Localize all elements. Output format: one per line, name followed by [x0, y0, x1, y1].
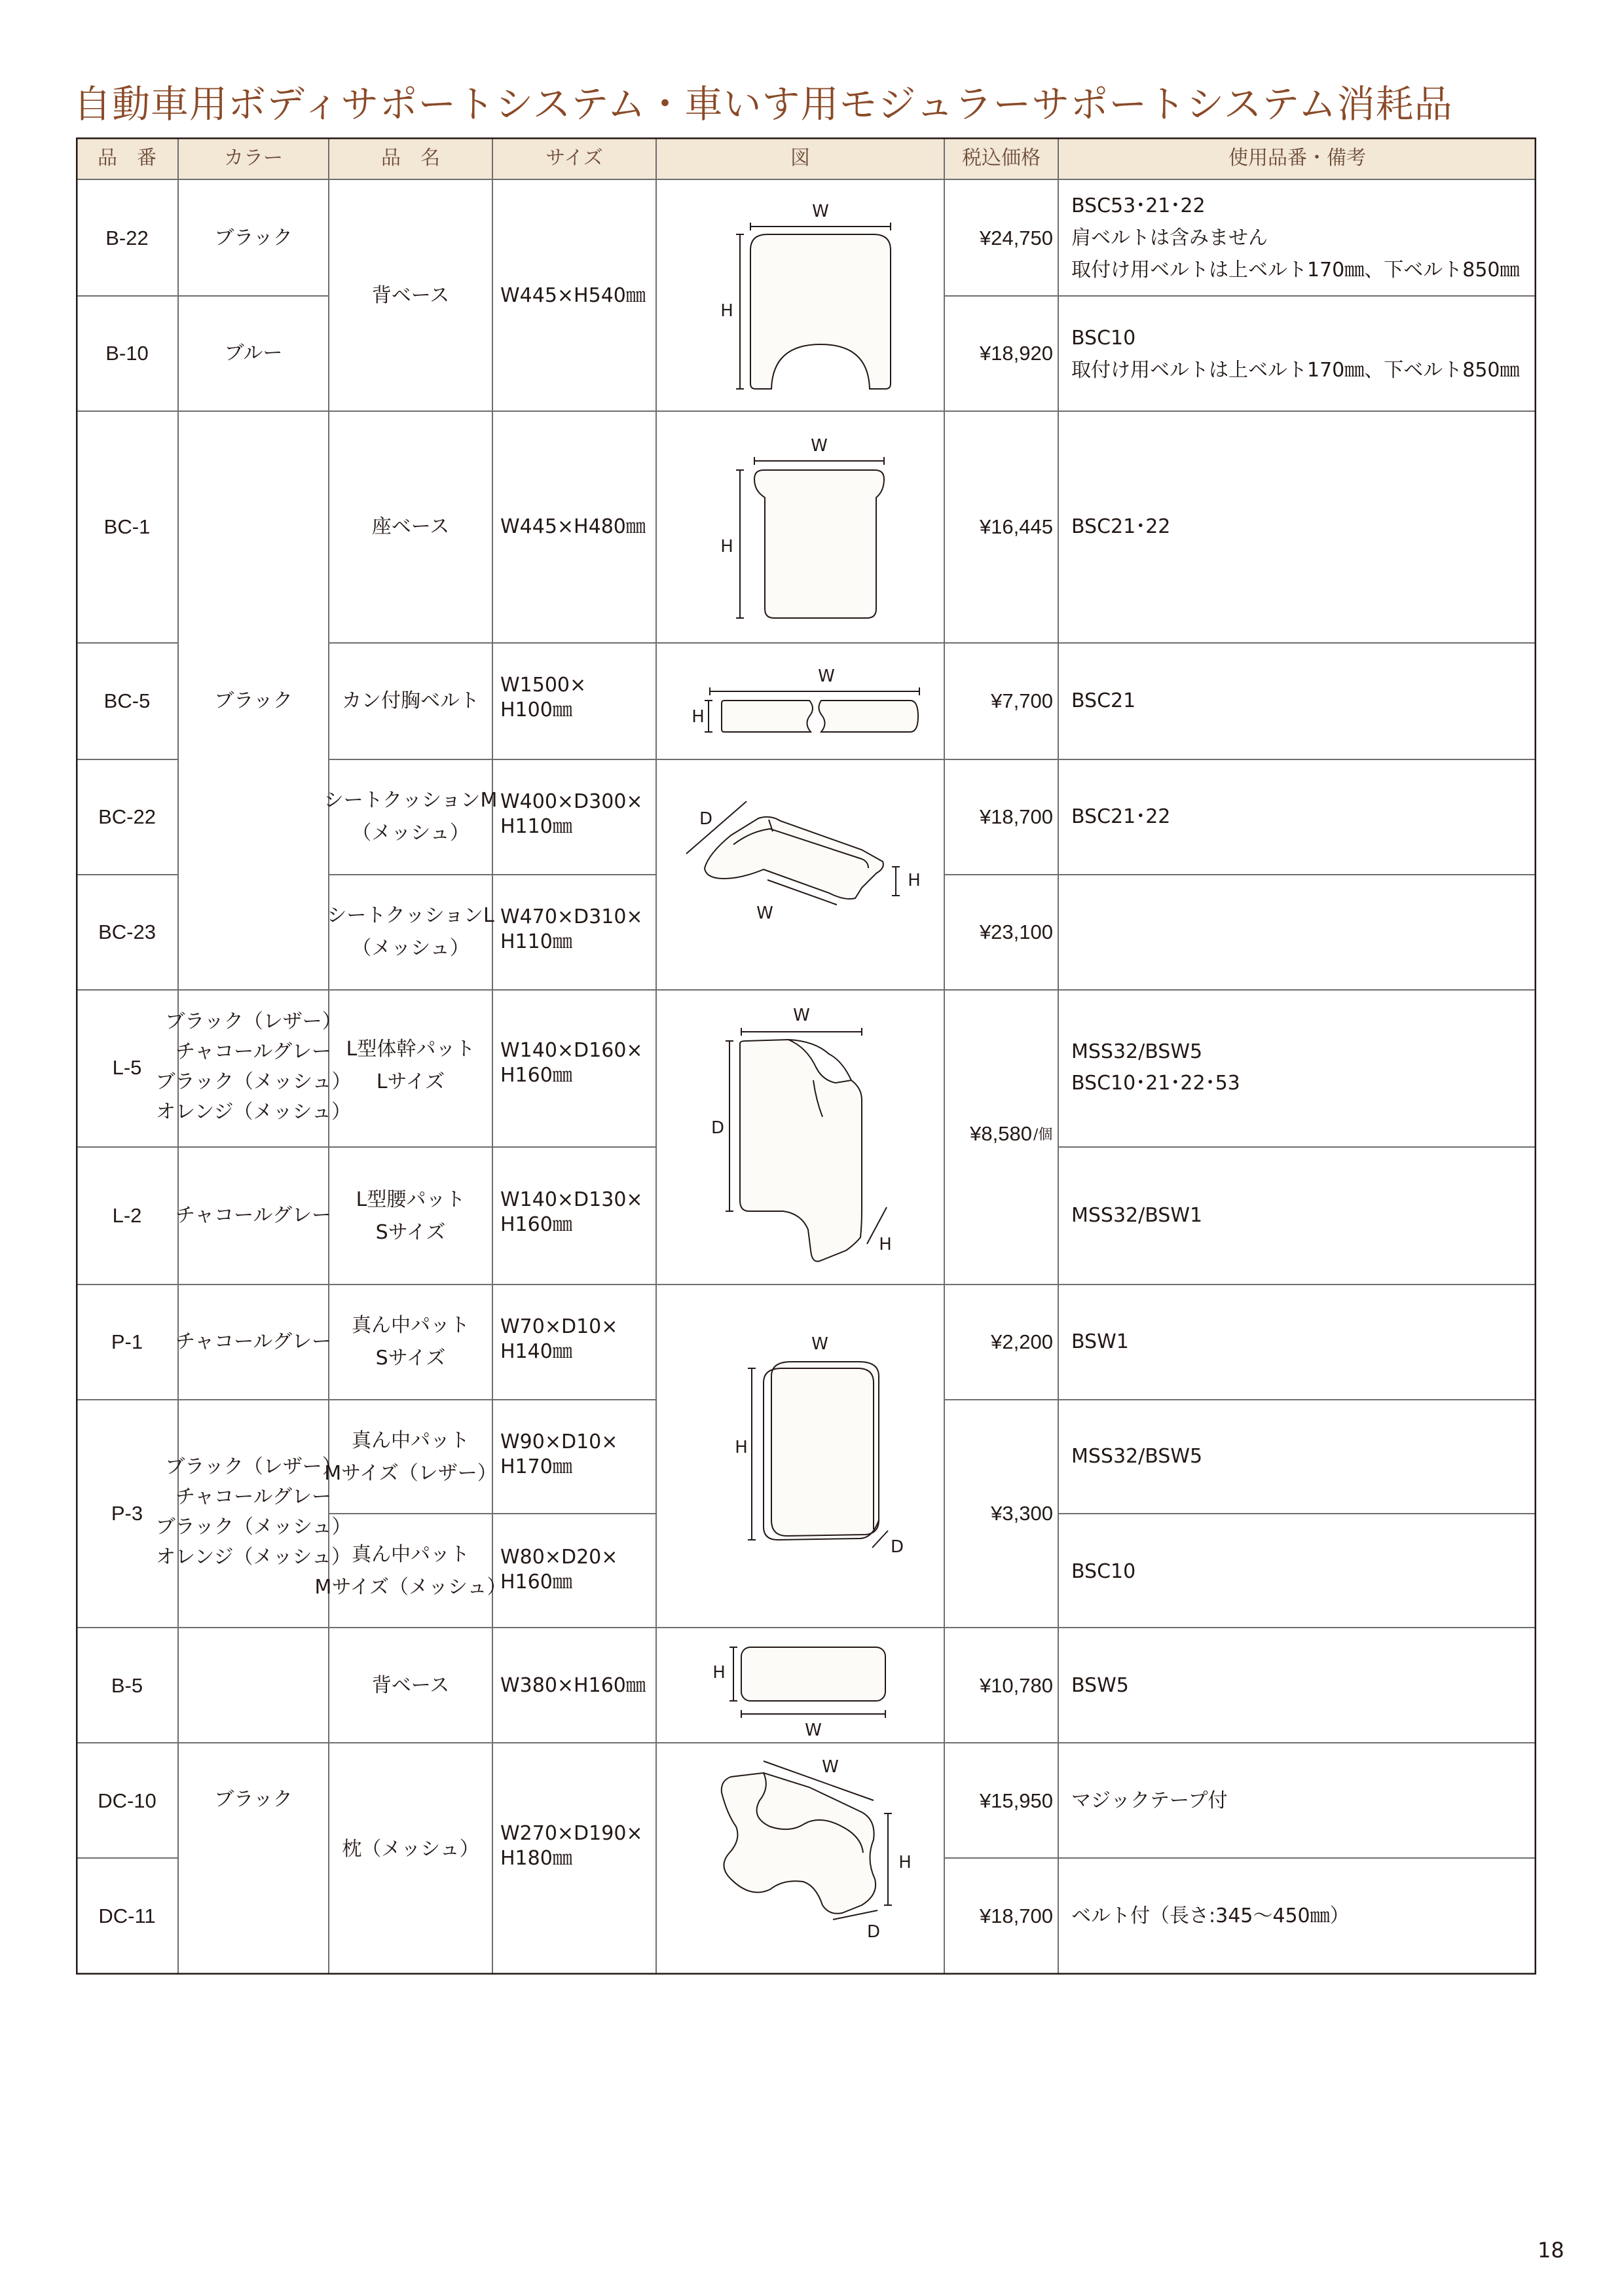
item-size: W1500×: [500, 674, 587, 697]
dim-label-w: W: [822, 1757, 839, 1777]
item-notes: BSC10･21･22･53: [1071, 1072, 1240, 1095]
item-color: チャコールグレー: [175, 1204, 331, 1227]
item-name: （メッシュ）: [352, 937, 470, 960]
dim-label-d: D: [699, 809, 713, 829]
item-color: チャコールグレー: [175, 1330, 331, 1353]
item-name: （メッシュ）: [352, 822, 470, 845]
item-notes: BSC21: [1071, 689, 1136, 712]
back-base-small-figure: [729, 1647, 885, 1718]
item-size: H160㎜: [500, 1571, 572, 1594]
dim-label-w: W: [811, 436, 828, 456]
center-pad-figure: [748, 1362, 888, 1548]
item-price: ¥3,300: [991, 1502, 1053, 1525]
l-pad-figure: [726, 1028, 887, 1262]
price-unit: /個: [1033, 1127, 1053, 1143]
item-name: 背ベース: [371, 284, 450, 307]
item-price: ¥18,700: [979, 1904, 1053, 1927]
seat-cushion-figure: [686, 801, 900, 905]
item-size: W90×D10×: [500, 1430, 618, 1453]
header-price: 税込価格: [962, 147, 1041, 170]
item-notes: BSC21･22: [1071, 515, 1171, 538]
item-color: ブラック（レザー）: [165, 1455, 342, 1478]
item-name: L型腰パット: [356, 1188, 466, 1211]
item-name: Lサイズ: [376, 1070, 445, 1093]
item-size: H160㎜: [500, 1064, 572, 1087]
dim-label-d: D: [710, 1118, 725, 1138]
header-notes: 使用品番・備考: [1228, 147, 1366, 170]
item-name: 座ベース: [371, 515, 450, 538]
item-notes: MSS32/BSW5: [1071, 1040, 1203, 1063]
item-code: B-22: [105, 227, 149, 249]
dim-label-h: H: [720, 301, 733, 321]
item-code: BC-5: [103, 689, 151, 712]
item-notes: BSW5: [1071, 1674, 1129, 1697]
back-base-figure: [736, 223, 891, 389]
item-name: カン付胸ベルト: [342, 689, 479, 712]
item-color: オレンジ（メッシュ）: [156, 1101, 351, 1123]
dim-label-h: H: [712, 1663, 726, 1683]
dim-label-w: W: [805, 1721, 822, 1740]
item-price: ¥8,580: [970, 1122, 1032, 1145]
item-size: W270×D190×: [500, 1822, 643, 1845]
item-size: H110㎜: [500, 930, 572, 953]
seat-base-figure: [736, 457, 884, 618]
item-price: ¥16,445: [979, 515, 1053, 538]
item-notes: BSC10: [1071, 1560, 1136, 1583]
item-price: ¥18,700: [979, 805, 1053, 828]
chest-belt-figure: [705, 687, 919, 732]
item-color: ブラック: [214, 689, 293, 712]
item-code: DC-11: [98, 1904, 156, 1927]
header-no: 品 番: [98, 147, 157, 170]
item-code: L-2: [112, 1204, 142, 1227]
item-code: BC-23: [98, 920, 156, 943]
item-color: オレンジ（メッシュ）: [156, 1546, 351, 1569]
item-size: H180㎜: [500, 1847, 572, 1870]
item-size: H160㎜: [500, 1213, 572, 1236]
item-color: ブラック（メッシュ）: [155, 1516, 352, 1539]
item-size: W80×D20×: [500, 1546, 618, 1569]
item-price: ¥15,950: [979, 1789, 1053, 1812]
item-notes: 肩ベルトは含みません: [1071, 227, 1268, 249]
item-code: B-10: [105, 342, 149, 365]
item-size: H100㎜: [500, 699, 572, 721]
item-name: シートクッションL: [327, 904, 494, 927]
item-name: L型体幹パット: [346, 1038, 475, 1061]
item-name: 真ん中パット: [352, 1314, 470, 1337]
item-color: ブラック: [214, 227, 293, 249]
dim-label-w: W: [756, 903, 773, 923]
item-code: P-1: [111, 1330, 143, 1353]
dim-label-h: H: [720, 537, 733, 556]
item-size: W380×H160㎜: [500, 1674, 646, 1697]
dim-label-w: W: [811, 1334, 828, 1354]
dim-label-h: H: [692, 707, 705, 727]
dim-label-h: H: [898, 1853, 912, 1872]
item-code: B-5: [111, 1674, 143, 1697]
header-size: サイズ: [545, 147, 603, 170]
item-notes: BSC10: [1071, 327, 1136, 350]
item-notes: 取付け用ベルトは上ベルト170㎜、下ベルト850㎜: [1071, 359, 1520, 382]
item-name: シートクッションM: [323, 789, 498, 812]
item-code: DC-10: [98, 1789, 157, 1812]
item-code: P-3: [111, 1502, 143, 1525]
page-number: 18: [1538, 2238, 1564, 2263]
dim-label-h: H: [735, 1438, 748, 1457]
item-name: 真ん中パット: [352, 1429, 470, 1452]
item-name: 背ベース: [371, 1674, 450, 1697]
item-name: 枕（メッシュ）: [342, 1838, 479, 1861]
item-size: W445×H480㎜: [500, 515, 646, 538]
item-color: ブラック（メッシュ）: [155, 1070, 352, 1093]
item-size: W140×D160×: [500, 1039, 643, 1062]
item-size: H170㎜: [500, 1455, 572, 1478]
item-notes: ベルト付（長さ:345〜450㎜）: [1071, 1904, 1350, 1927]
item-price: ¥18,920: [979, 342, 1053, 365]
item-notes: MSS32/BSW5: [1071, 1445, 1203, 1468]
item-name: Mサイズ（レザー）: [324, 1462, 497, 1485]
item-notes: 取付け用ベルトは上ベルト170㎜、下ベルト850㎜: [1071, 259, 1520, 282]
item-color: ブルー: [224, 342, 283, 365]
item-size: W445×H540㎜: [500, 284, 646, 307]
product-table: [76, 137, 1536, 1975]
item-size: W140×D130×: [500, 1188, 643, 1211]
pillow-figure: [722, 1761, 892, 1920]
item-notes: マジックテープ付: [1071, 1789, 1228, 1812]
dim-label-w: W: [818, 666, 835, 686]
dim-label-w: W: [812, 202, 829, 221]
item-name: Mサイズ（メッシュ）: [314, 1576, 507, 1599]
item-code: BC-22: [98, 805, 156, 828]
item-price: ¥10,780: [979, 1674, 1053, 1697]
item-name: Sサイズ: [375, 1347, 446, 1370]
dim-label-h: H: [879, 1235, 892, 1254]
dim-label-h: H: [908, 871, 921, 890]
item-name: Sサイズ: [375, 1221, 446, 1244]
item-color: チャコールグレー: [175, 1040, 331, 1063]
item-size: W470×D310×: [500, 905, 643, 928]
dim-label-d: D: [890, 1537, 904, 1557]
item-size: H140㎜: [500, 1340, 572, 1363]
item-size: W70×D10×: [500, 1315, 618, 1338]
item-color: ブラック（レザー）: [165, 1010, 342, 1033]
page-title: 自動車用ボディサポートシステム・車いす用モジュラーサポートシステム消耗品: [73, 82, 1453, 126]
item-price: ¥23,100: [979, 920, 1053, 943]
item-notes: MSS32/BSW1: [1071, 1204, 1203, 1227]
item-color: ブラック: [214, 1788, 293, 1811]
item-code: BC-1: [103, 515, 151, 538]
item-notes: BSW1: [1071, 1330, 1129, 1353]
item-price: ¥7,700: [991, 689, 1053, 712]
item-price: ¥24,750: [979, 227, 1053, 249]
item-price: ¥2,200: [991, 1330, 1053, 1353]
item-color: チャコールグレー: [175, 1485, 331, 1508]
dim-label-d: D: [866, 1922, 881, 1942]
header-color: カラー: [224, 147, 283, 170]
item-notes: BSC53･21･22: [1071, 194, 1206, 217]
dim-label-w: W: [793, 1006, 810, 1025]
item-notes: BSC21･22: [1071, 805, 1171, 828]
header-name: 品 名: [381, 147, 440, 170]
item-code: L-5: [112, 1056, 142, 1079]
item-size: W400×D300×: [500, 790, 643, 813]
item-size: H110㎜: [500, 815, 572, 838]
header-figure: 図: [790, 147, 810, 170]
item-name: 真ん中パット: [352, 1543, 470, 1566]
